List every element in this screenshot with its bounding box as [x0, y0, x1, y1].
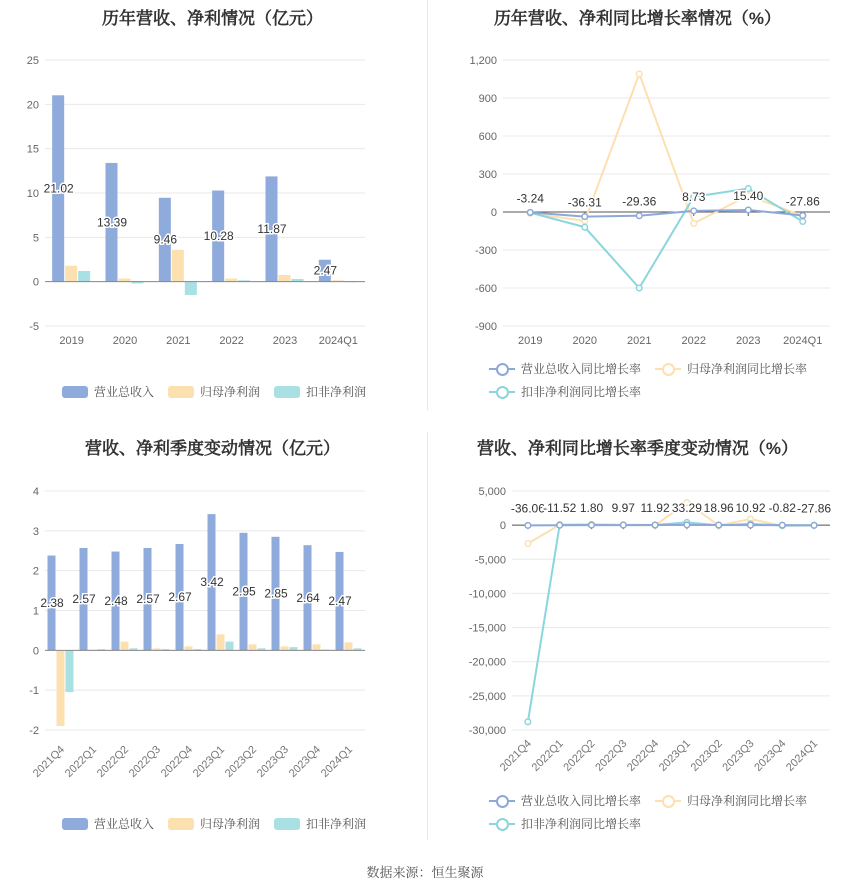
data-label: -29.36 [622, 194, 657, 209]
data-point [800, 213, 806, 219]
data-label: 11.87 [257, 222, 287, 237]
x-tick-label: 2024Q1 [318, 335, 358, 347]
bar [121, 642, 129, 651]
y-tick-label: -1 [29, 685, 39, 698]
bar [185, 282, 197, 295]
legend-item[interactable] [489, 383, 641, 400]
panel-quarterly-revenue-profit [0, 430, 425, 850]
data-point [527, 210, 533, 216]
x-tick-label: 2022Q1 [62, 743, 100, 780]
legend-swatch [274, 818, 300, 830]
legend-dot [496, 363, 509, 376]
x-tick-label: 2023Q3 [254, 743, 292, 780]
x-tick-label: 2024Q1 [783, 335, 823, 347]
data-label: -27.86 [797, 501, 832, 516]
y-tick-label: 15 [26, 143, 39, 156]
data-point [780, 522, 786, 528]
data-label: 2.38 [40, 595, 64, 610]
chart-title: 历年营收、净利情况（亿元） [102, 9, 323, 28]
legend-line-swatch [655, 363, 681, 375]
data-label: -27.86 [785, 194, 820, 209]
x-tick-label: 2023Q3 [720, 737, 757, 774]
y-tick-label: 1 [32, 605, 39, 618]
data-label: 2.67 [168, 590, 192, 605]
x-tick-label: 2023 [736, 335, 761, 347]
series-line [530, 210, 803, 217]
panel-annual-revenue-profit [0, 0, 425, 410]
data-label: 10.28 [203, 229, 234, 244]
legend-item[interactable] [274, 815, 366, 832]
panel-annual-growth [425, 0, 850, 410]
legend-item[interactable] [168, 815, 260, 832]
legend-item[interactable] [489, 360, 641, 377]
x-tick-label: 2019 [59, 335, 84, 347]
data-label: -11.52 [543, 501, 577, 516]
data-point [525, 541, 531, 547]
legend-label: 归母净利润 [200, 817, 261, 831]
data-point [684, 522, 690, 528]
y-tick-label: -20,000 [468, 656, 506, 669]
y-tick-label: 4 [32, 486, 39, 498]
y-tick-label: 25 [26, 55, 39, 67]
bar-chart-quarterly [0, 430, 425, 850]
data-point [691, 208, 697, 214]
x-tick-label: 2023Q4 [286, 743, 324, 780]
x-tick-label: 2024Q1 [318, 743, 356, 780]
data-point [589, 522, 595, 528]
legend-swatch [62, 386, 88, 398]
legend-item[interactable] [274, 383, 366, 400]
bar [65, 266, 77, 282]
data-label: 18.96 [703, 501, 734, 516]
x-tick-label: 2020 [572, 335, 597, 347]
y-tick-label: -5 [29, 321, 39, 333]
y-tick-label: -30,000 [468, 725, 506, 737]
data-point [748, 522, 754, 528]
x-tick-label: 2021 [627, 335, 652, 347]
legend-line-swatch [489, 795, 515, 807]
legend-item[interactable] [655, 792, 807, 809]
y-tick-label: 20 [26, 99, 39, 112]
y-tick-label: 5,000 [478, 486, 506, 498]
data-label: -36.31 [567, 195, 602, 210]
y-tick-label: 0 [490, 207, 497, 219]
y-tick-label: 0 [499, 520, 506, 533]
x-tick-label: 2023Q2 [688, 737, 725, 774]
legend-label: 营业总收入 [94, 817, 155, 831]
bar [249, 644, 257, 650]
x-tick-label: 2024Q1 [784, 737, 821, 774]
legend-item[interactable] [62, 383, 154, 400]
x-tick-label: 2021 [166, 335, 191, 347]
legend-dot [662, 363, 675, 376]
data-label: -3.24 [516, 191, 544, 206]
data-point [652, 522, 658, 528]
x-tick-label: 2022 [681, 335, 706, 347]
data-label: 2.57 [72, 592, 96, 607]
data-point [691, 221, 697, 227]
y-tick-label: -25,000 [468, 690, 506, 703]
x-tick-label: 2022 [219, 335, 244, 347]
legend-dot [496, 386, 509, 399]
x-tick-label: 2023 [272, 335, 298, 347]
x-tick-label: 2023Q1 [190, 743, 228, 780]
legend-label: 营业总收入 [94, 385, 155, 399]
data-label: 15.40 [733, 189, 764, 204]
data-label: 2.57 [136, 592, 160, 607]
x-tick-label: 2022Q2 [561, 737, 598, 774]
bar-chart-annual [0, 0, 425, 410]
y-tick-label: -2 [29, 725, 39, 737]
data-point [800, 219, 806, 225]
data-label: 3.42 [200, 575, 224, 590]
legend-item[interactable] [655, 360, 807, 377]
x-tick-label: 2023Q2 [222, 743, 260, 780]
legend [489, 792, 829, 838]
legend-line-swatch [655, 795, 681, 807]
legend-item[interactable] [62, 815, 154, 832]
data-point [557, 522, 563, 528]
legend-dot [496, 795, 509, 808]
data-source: 数据来源：恒生聚源 [366, 865, 484, 880]
data-label: -0.82 [768, 501, 796, 516]
legend-label: 扣非净利润同比增长率 [521, 385, 642, 399]
x-tick-label: 2021Q4 [30, 743, 68, 780]
data-label: 2.47 [328, 594, 352, 609]
bar [78, 271, 90, 282]
data-point [582, 214, 588, 220]
legend-dot [662, 795, 675, 808]
bar [217, 634, 225, 650]
panel-quarterly-growth [425, 430, 850, 850]
data-label: 1.80 [579, 501, 604, 516]
data-point [636, 213, 642, 219]
data-label: 2.48 [104, 593, 128, 608]
x-tick-label: 2023Q1 [656, 737, 694, 774]
data-label: 10.92 [735, 501, 766, 516]
y-tick-label: 10 [26, 188, 39, 200]
chart-title: 历年营收、净利同比增长率情况（%） [493, 9, 782, 28]
divider [427, 432, 428, 840]
x-tick-label: 2023Q4 [752, 737, 789, 774]
bar [57, 650, 65, 726]
y-tick-label: 2 [32, 565, 39, 578]
bar [313, 644, 321, 650]
data-label: 2.95 [232, 584, 256, 599]
line-chart-annual-growth [425, 0, 850, 410]
legend-item[interactable] [489, 815, 641, 832]
bar [345, 642, 353, 650]
data-label: 2.47 [313, 263, 338, 278]
chart-title: 营收、净利同比增长率季度变动情况（%） [476, 439, 799, 458]
x-tick-label: 2021Q4 [497, 737, 535, 774]
bar [281, 646, 289, 650]
data-point [525, 523, 531, 529]
x-tick-label: 2019 [518, 335, 543, 347]
y-tick-label: -600 [474, 283, 497, 295]
data-point [525, 719, 531, 725]
bar [279, 275, 291, 282]
legend-label: 扣非净利润同比增长率 [521, 817, 642, 831]
y-tick-label: -10,000 [468, 588, 506, 601]
y-tick-label: 600 [478, 131, 497, 143]
x-tick-label: 2022Q3 [593, 737, 630, 774]
x-tick-label: 2022Q3 [126, 743, 164, 780]
legend [62, 815, 422, 838]
y-tick-label: -900 [474, 321, 497, 333]
bar [172, 250, 184, 282]
legend-label: 归母净利润同比增长率 [687, 794, 808, 808]
data-point [621, 522, 627, 528]
legend-line-swatch [489, 363, 515, 375]
y-tick-label: -300 [474, 245, 497, 257]
series-line [528, 522, 814, 721]
y-tick-label: 5 [32, 232, 39, 245]
legend-swatch [274, 386, 300, 398]
legend [62, 383, 422, 406]
bar [66, 650, 74, 692]
data-label: 9.46 [153, 232, 178, 247]
legend-label: 归母净利润 [200, 385, 261, 399]
data-label: 13.39 [96, 215, 128, 230]
y-tick-label: -15,000 [468, 622, 506, 635]
data-label: -36.06 [510, 501, 545, 516]
legend-swatch [62, 818, 88, 830]
x-tick-label: 2020 [112, 335, 138, 347]
bar [226, 642, 234, 651]
legend-label: 归母净利润同比增长率 [687, 362, 808, 376]
y-tick-label: 900 [478, 93, 497, 105]
data-label: 8.73 [682, 189, 706, 204]
legend-label: 扣非净利润 [306, 817, 367, 831]
data-label: 2.64 [296, 590, 320, 605]
data-label: 33.29 [671, 500, 702, 515]
y-tick-label: 300 [478, 169, 497, 181]
y-tick-label: 1,200 [469, 55, 497, 67]
data-label: 11.92 [640, 501, 670, 516]
data-label: 21.02 [43, 181, 74, 196]
divider [427, 0, 428, 410]
legend-line-swatch [489, 386, 515, 398]
legend [489, 360, 829, 406]
data-point [636, 285, 642, 291]
chart-title: 营收、净利季度变动情况（亿元） [85, 439, 340, 458]
y-tick-label: 0 [32, 645, 39, 658]
data-point [745, 207, 751, 213]
legend-item[interactable] [489, 792, 641, 809]
legend-label: 扣非净利润 [306, 385, 367, 399]
legend-swatch [168, 818, 194, 830]
data-point [716, 522, 722, 528]
legend-swatch [168, 386, 194, 398]
x-tick-label: 2022Q4 [158, 743, 196, 780]
y-tick-label: 3 [32, 525, 39, 538]
legend-dot [496, 818, 509, 831]
y-tick-label: 0 [32, 276, 39, 289]
legend-line-swatch [489, 818, 515, 830]
bar [185, 646, 193, 650]
data-point [582, 224, 588, 230]
legend-label: 营业总收入同比增长率 [521, 794, 642, 808]
legend-label: 营业总收入同比增长率 [521, 362, 642, 376]
x-tick-label: 2022Q1 [529, 737, 566, 774]
y-tick-label: -5,000 [474, 554, 506, 567]
line-chart-quarterly-growth [425, 430, 850, 850]
data-label: 9.97 [611, 501, 635, 516]
data-point [811, 523, 817, 529]
legend-item[interactable] [168, 383, 260, 400]
data-point [636, 71, 642, 77]
x-tick-label: 2022Q4 [625, 737, 662, 774]
data-label: 2.85 [264, 586, 288, 601]
x-tick-label: 2022Q2 [94, 743, 132, 780]
